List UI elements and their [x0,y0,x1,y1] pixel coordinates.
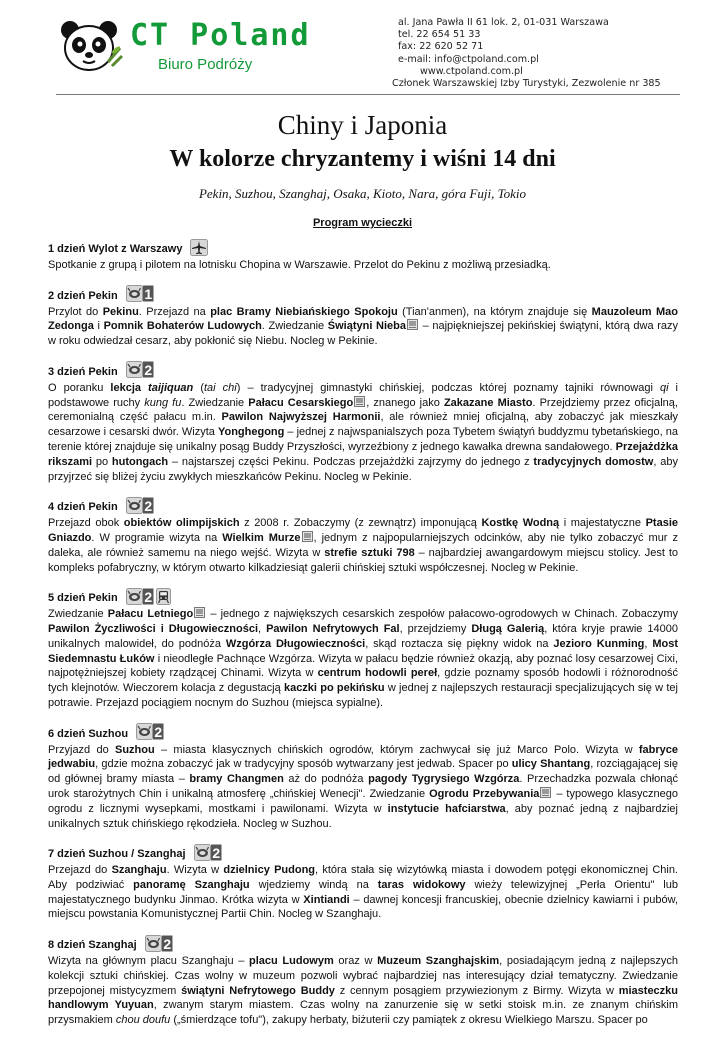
meal-1-icon [126,285,154,307]
text-run: hutongach [111,455,169,468]
text-run: i nieodległe Pachnące Wzgórza. Wizyta w pałacu będzie również okazją, aby poznać losy cesarzowej Cixi, najpotężniejszej kobiety rządzącej Chinami. Wizyta w [48,652,679,680]
day-title: 1 dzień Wylot z Warszawy [48,243,183,256]
text-run: Przejażdżka rikszami [48,440,678,468]
text-run: Szanghaju [111,864,167,877]
text-run: Yonghegong [217,426,285,439]
text-run: oraz w [333,955,378,968]
meal-2-icon [136,723,164,745]
day-title: 3 dzień Pekin [48,365,118,378]
day-heading [48,846,678,863]
text-run: i podstawowe ruchy [48,381,679,409]
day-icons [124,285,154,307]
text-run: wjedziemy windą na [249,878,378,891]
text-run: tradycyjnych domostw [533,455,654,468]
svg-text:1: 1 [144,286,152,303]
svg-text:2: 2 [154,724,163,741]
text-run: , znanego jako [366,396,444,409]
day-text [48,305,678,349]
text-run: Przyjazd do [48,743,115,756]
phone: tel. 22 654 51 33 [398,29,481,41]
day-heading [48,288,678,305]
text-run: plac Bramy Niebiańskiego Spokoju [210,305,398,318]
page-title: Chiny i Japonia [277,110,448,140]
panda-icon [58,18,124,78]
email[interactable]: e-mail: info@ctpoland.com.pl [398,53,539,65]
day-title: 6 dzień Suzhou [48,727,129,740]
text-run: Przylot do [48,305,103,318]
photo-icon [194,607,205,618]
program-heading: Program wycieczki [312,217,413,229]
text-run: . Wizyta w [166,864,224,877]
text-run: centrum hodowli pereł [317,667,438,680]
text-run: , posiadającym jedną z najlepszych kolekcji sztuki chińskiej. Czas wolny w muzeum pozwoli wybrać najbardziej nas interesujący dział tematyczny. Zwiedzanie przepojonej mistycyzmem [48,955,678,997]
brand-name: CT Poland [130,18,311,53]
text-run: strefie sztuki 798 [324,546,415,559]
fax: fax: 22 620 52 71 [398,41,484,53]
day-5 [48,590,678,711]
text-run: Kostkę Wodną [481,517,560,530]
text-run: Pawilon Najwyższej Harmonii [221,411,381,424]
text-run: obiektów olimpijskich [123,517,240,530]
text-run: , ale również mniej oficjalną, aby zobaczyć jak mieszkały cesarzowe i cesarski dwór. Wizyta [48,411,678,439]
text-run: , gdzie poznamy sposób hodowli i różnorodność tych klejnotów. Wieczorem kolacja z degustacją [48,667,678,695]
day-title: 7 dzień Suzhou / Szanghaj [48,848,186,861]
text-run: . Przechadzka pozwala chłonąć urok starożytnych Chin i unikalną atmosferę „chińskiej Wenecji". Zwiedzanie [48,773,678,800]
text-run: , jednym z najpopularniejszych odcinków, aby nie tylko zobaczyć mur z daleka, ale również samemu na niego wejść. Wizyta w [48,531,678,559]
day-2 [48,288,678,349]
text-run: ( [193,381,204,394]
text-run: Wzgórza Długowieczności [225,637,366,650]
text-run: Świątyni Nieba [327,320,406,333]
text-run: instytucie hafciarstwa [387,802,506,815]
website[interactable]: www.ctpoland.com.pl [420,65,523,77]
svg-text:2: 2 [144,497,152,514]
day-heading [48,241,678,258]
text-run: kaczki po pekińsku [283,682,385,695]
text-run: . Zwiedzanie [181,396,249,409]
text-run: taras widokowy [377,878,466,891]
day-text [48,607,678,711]
text-run: i [93,320,104,333]
text-run: qi [659,381,669,394]
photo-icon [354,396,365,407]
text-run: , aby poznać jedną z najbardziej unikalnych sztuk chińskiego rękodzieła. Nocleg w Suzhou. [48,802,678,830]
text-run: Wielkim Murze [222,531,301,544]
header-divider [56,94,680,95]
text-run: Zwiedzanie [48,608,108,621]
text-run: – najbardziej awangardowym miejscu stolicy. Jest to kompleks pofabryczny, w którym otwarto kilkadziesiąt galerii chińskiej sztuki współczesnej. Nocleg w Pekinie. [48,546,678,574]
day-icons [134,723,164,745]
text-run: („śmierdzące tofu"), zakupy herbaty, biżuterii czy pamiątek z okresu Wielkiego Marszu. Spacer po [170,1014,648,1027]
day-heading [48,726,678,743]
text-run: O poranku [48,381,111,394]
text-run: Ptasie Gniazdo [48,517,679,544]
text-run: Suzhou [115,743,155,756]
day-text [48,381,678,485]
text-run: z 2008 r. Zobaczymy (z zewnątrz) imponującą [239,517,482,530]
day-text [48,863,678,922]
text-run: – jednej z najwspanialszych poza Tybetem świątyń buddyzmu tybetańskiego, na terenie której znajduje się unikalny posąg Buddy Przyszłości, wyrzeźbiony z jednego kawałka drewna sandałowego. [48,426,679,453]
text-run: Mauzoleum Mao Zedonga [48,305,678,333]
text-run: , przejdziemy [399,622,472,635]
day-7 [48,846,678,922]
brand-subtitle: Biuro Podróży [158,56,253,73]
day-text [48,258,678,273]
text-run: dzielnicy Pudong [223,864,316,877]
text-run: miasteczku handlowym Yuyuan [48,984,679,1012]
day-text [48,516,678,575]
day-heading [48,499,678,516]
text-run: kung fu [144,396,182,409]
text-run: po [92,455,112,468]
day-text [48,954,678,1028]
text-run: i majestatyczne [559,517,646,530]
text-run: ) – tradycyjnej gimnastyki chińskiej, podczas której poznamy tajniki równowagi [236,381,660,394]
svg-text:2: 2 [144,588,152,605]
text-run: Muzeum Szanghajskim [377,955,500,968]
meal-2-icon [126,361,154,383]
text-run: , rozciągającej się od głównej bramy miasta – [48,758,678,786]
text-run: placu Ludowym [249,955,334,968]
text-run: Most Siedemnastu Łuków [48,637,678,665]
svg-text:2: 2 [163,935,171,952]
text-run: świątyni Nefrytowego Buddy [181,984,335,997]
day-title: 2 dzień Pekin [48,289,118,302]
svg-text:2: 2 [211,844,220,861]
text-run: – najpiękniejszej pekińskiej świątyni, którą dwa razy w roku odwiedzał cesarz, aby pokłonić się Niebu. Nocleg w Pekinie. [48,320,678,348]
text-run: Jezioro Kunming [553,637,645,650]
contact-block [392,17,661,90]
text-run: Wizyta na głównym placu Szanghaju – [48,955,250,968]
text-run: Pałacu Letniego [107,608,194,621]
text-run: , [258,622,267,635]
photo-icon [407,319,418,330]
text-run: , skąd roztacza się piękny widok na [365,637,554,650]
text-run: – najstarszej części Pekinu. Podczas przejażdżki zajrzymy do jednego z [168,455,534,468]
text-run: (Tian'anmen), na którym znajduje się [397,305,592,318]
text-run: wieży telewizyjnej „Perła Orientu" lub majestatycznego budynku Jinmao. Krótka wizyta w [48,878,678,906]
text-run: , która stała się wizytówką miasta i dowodem potęgi ekonomicznej Chin. Aby podziwiać [48,864,678,891]
text-run: ulicy Shantang [511,758,591,771]
text-run: , gdzie można zobaczyć jak w tradycyjny sposób wytwarzany jest jedwab. Spacer po [95,758,512,771]
itinerary [48,241,678,1043]
text-run: , [644,637,653,650]
text-run: taijiquan [148,381,194,394]
day-3 [48,364,678,485]
text-run: Ogrodu Przebywania [429,787,540,800]
text-run: w jednej z najlepszych restauracji specjalizujących się w tej potrawie. Przejazd pociągiem nocnym do Suzhou (miejsca sypialne). [48,682,678,709]
text-run: Spotkanie z grupą i pilotem na lotnisku Chopina w Warszawie. Przelot do Pekinu z możliwą przesiadką. [48,259,551,271]
day-8 [48,937,678,1028]
day-text [48,743,678,832]
text-run: bramy Changmen [189,773,284,786]
text-run: – miasta klasycznych chińskich ogrodów, którym zachwycał się już Marco Polo. Wizyta w [154,743,639,756]
text-run: z cennym posągiem przywiezionym z Birmy. Wizyta w [334,984,619,997]
text-run: fabryce jedwabiu [48,743,678,771]
text-run: , która kryje prawie 14000 unikalnych malowideł, do podnóża [48,622,678,650]
text-run: Pawilon Życzliwości i Długowieczności [48,622,259,635]
text-run: – typowego klasycznego ogrodu z licznymi wysepkami, mostkami i pawilonami. Wizyta w [48,787,678,815]
places-line: Pekin, Suzhou, Szanghaj, Osaka, Kioto, Nara, góra Fuji, Tokio [198,186,527,201]
text-run: . W programie wizyta na [91,531,223,544]
day-heading [48,590,678,607]
text-run: Pomnik Bohaterów Ludowych [103,320,262,333]
day-icons [124,361,154,383]
day-1 [48,241,678,273]
svg-text:2: 2 [144,362,152,379]
photo-icon [540,787,551,798]
text-run: . Przejazd na [138,305,211,318]
text-run: Pawilon Nefrytowych Fal [266,622,400,635]
photo-icon [302,531,313,542]
address: al. Jana Pawła II 61 lok. 2, 01-031 Warszawa [398,17,609,28]
text-run: aż do podnóża [283,773,369,786]
text-run: Przejazd do [48,864,112,877]
text-run: Długą Galerią [471,622,545,635]
membership: Członek Warszawskiej Izby Turystyki, Zezwolenie nr 385 [392,78,661,90]
day-4 [48,499,678,575]
text-run: Pałacu Cesarskiego [248,396,354,409]
day-title: 8 dzień Szanghaj [48,939,137,952]
text-run: tai chi [204,381,237,394]
text-run: . Przejdziemy przez oficjalną, ceremonialną część pałacu m.in. [48,396,678,424]
text-run: . Zwiedzanie [261,320,328,333]
text-run: , zwanym starym miastem. Czas wolny na zanurzenie się w setki stoisk m.in. ze znanym chińskim przysmakiem [48,999,678,1027]
day-title: 4 dzień Pekin [48,501,118,514]
text-run: pagody Tygrysiego Wzgórza [368,773,520,786]
day-title: 5 dzień Pekin [48,592,118,605]
text-run: lekcja [110,381,149,394]
text-run: , aby przyjrzeć się bliżej życiu zwykłych mieszkańców Pekinu. Nocleg w Pekinie. [48,455,678,483]
text-run: Xintiandi [303,893,350,906]
text-run: Zakazane Miasto [443,396,533,409]
day-heading [48,937,678,954]
text-run: Pekinu [102,305,139,318]
text-run: – jednego z największych cesarskich zespołów pałacowo-ogrodowych w Chinach. Zobaczymy [206,608,678,621]
day-6 [48,726,678,832]
logo [58,18,311,80]
text-run: Przejazd obok [48,517,124,530]
page-subtitle: W kolorze chryzantemy i wiśni 14 dni [169,146,556,172]
text-run: panoramę Szanghaju [133,878,250,891]
day-heading [48,364,678,381]
text-run: chou doufu [115,1014,171,1027]
text-run: – dawnej koncesji francuskiej, obecnie dzielnicy kawiarni i pubów, miejscu powstania Komunistycznej Partii Chin. Nocleg w Szanghaju. [48,893,678,921]
